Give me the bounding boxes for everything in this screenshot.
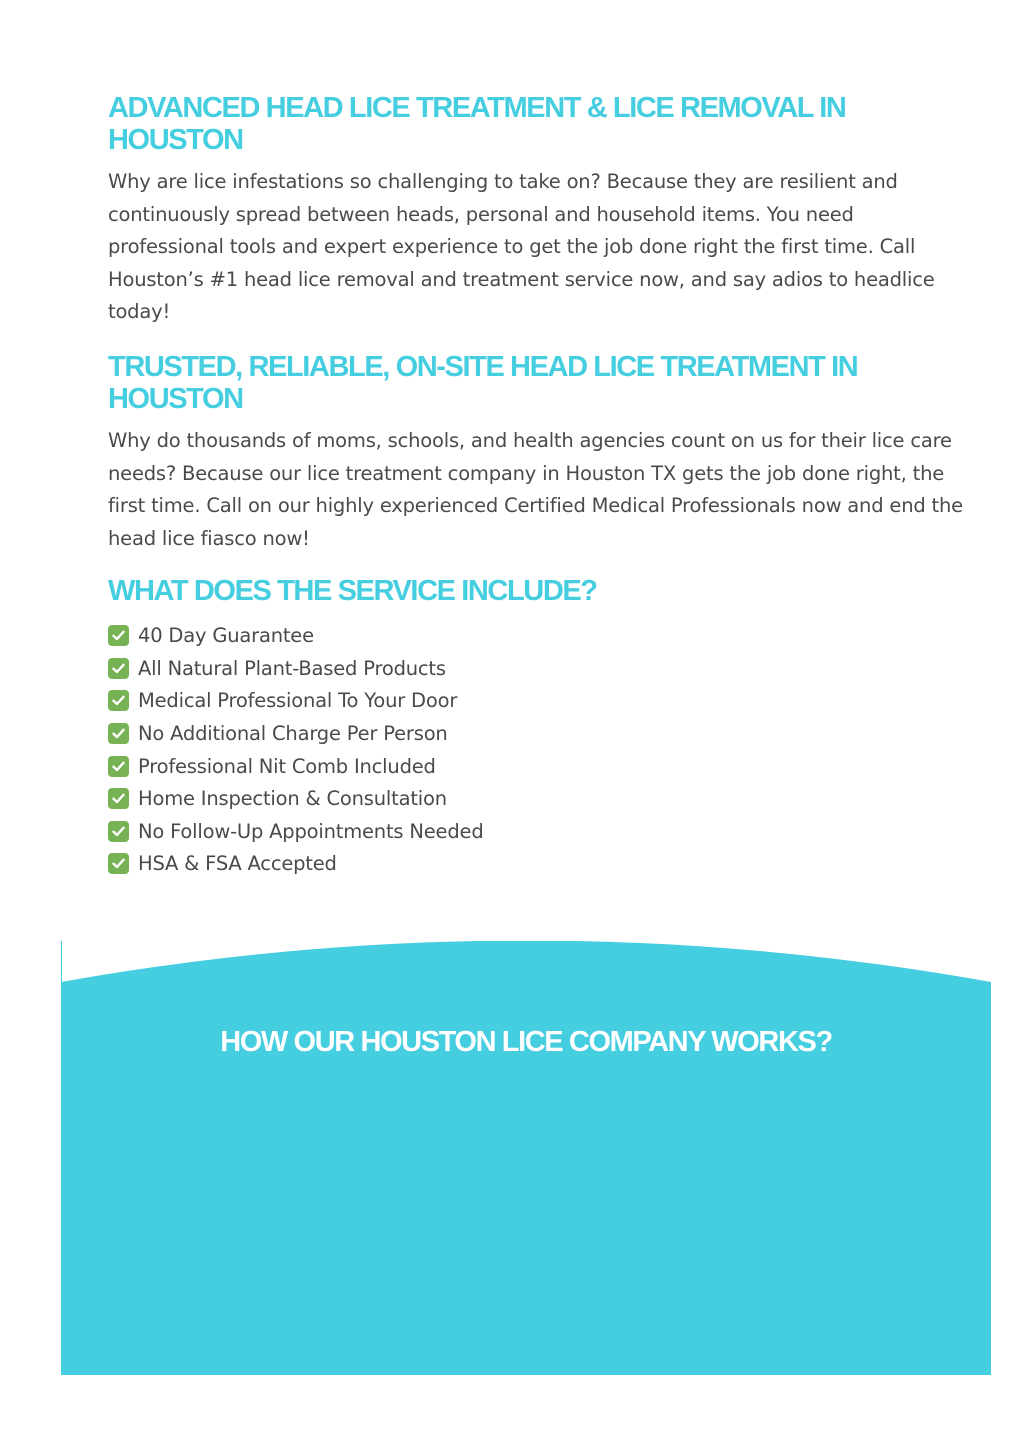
section-heading-advanced-treatment: ADVANCED HEAD LICE TREATMENT & LICE REMOVAL IN HOUSTON [108, 92, 846, 156]
section-body-trusted-reliable: Why do thousands of moms, schools, and health agencies count on us for their lice care needs? Because our lice treatment company in Houston TX gets the job done right, the first time. Call on our highly experienced Certified Medical Professionals now and end the head lice fiasco now! [108, 428, 963, 550]
list-item [108, 750, 968, 783]
list-item-label: 40 Day Guarantee [138, 624, 314, 648]
check-mark-icon [108, 690, 129, 711]
curved-banner-background [61, 941, 991, 1375]
list-item [108, 619, 968, 652]
list-item-label: Medical Professional To Your Door [138, 689, 458, 713]
list-item-label: Professional Nit Comb Included [138, 754, 436, 778]
list-item [108, 685, 968, 718]
check-mark-icon [108, 821, 129, 842]
section-body-advanced-treatment: Why are lice infestations so challenging to take on? Because they are resilient and continuously spread between heads, personal and household items. You need professional tools and expert experience to get the job done right the first time. Call Houston’s #1 head lice removal and treatment service now, and say adios to headlice today! [108, 170, 935, 324]
service-feature-list [108, 619, 968, 880]
list-item [108, 782, 968, 815]
list-item [108, 815, 968, 848]
check-mark-icon [108, 723, 129, 744]
list-item [108, 848, 968, 881]
check-mark-icon [108, 658, 129, 679]
list-item-label: Home Inspection & Consultation [138, 787, 447, 811]
list-item-label: No Additional Charge Per Person [138, 721, 448, 745]
main-content [108, 92, 968, 880]
list-item-label: No Follow-Up Appointments Needed [138, 819, 484, 843]
how-it-works-heading: HOW OUR HOUSTON LICE COMPANY WORKS? [220, 1026, 832, 1058]
service-heading: WHAT DOES THE SERVICE INCLUDE? [108, 575, 597, 608]
section-heading-trusted-reliable: TRUSTED, RELIABLE, ON-SITE HEAD LICE TREATMENT IN HOUSTON [108, 350, 858, 415]
how-it-works-section [61, 941, 991, 1375]
list-item-label: HSA & FSA Accepted [138, 852, 337, 876]
check-mark-icon [108, 625, 129, 646]
check-mark-icon [108, 788, 129, 809]
list-item [108, 652, 968, 685]
list-item-label: All Natural Plant-Based Products [138, 656, 446, 680]
check-mark-icon [108, 756, 129, 777]
check-mark-icon [108, 853, 129, 874]
list-item [108, 717, 968, 750]
